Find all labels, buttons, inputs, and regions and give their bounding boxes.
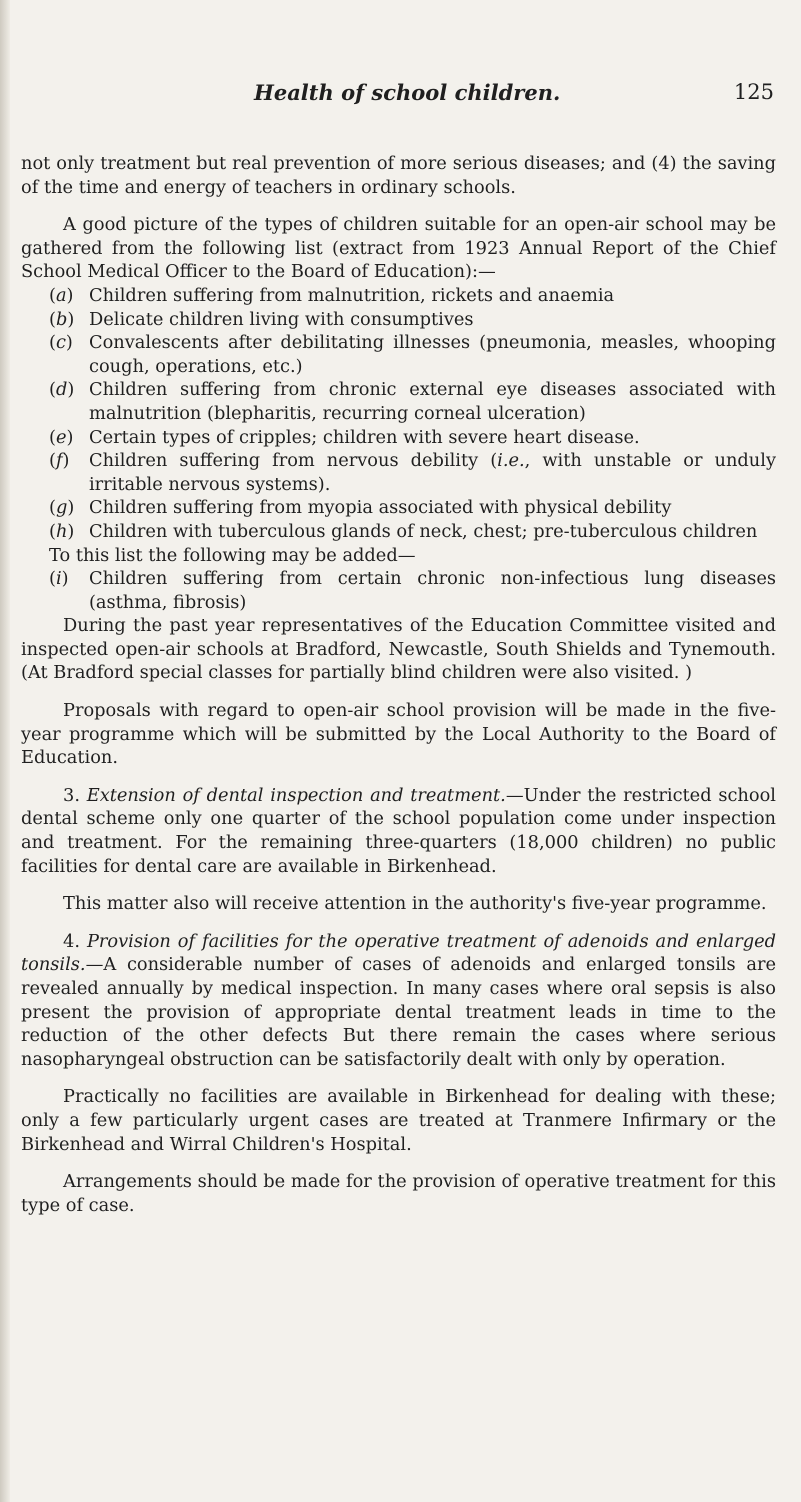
- section-3-text: —Under the restricted school dental scheme only one quarter of the school population come under inspection and treatment. For the remaining three-quarters (18,000 children) no public facilities for dental care are available in Birkenhead.: [21, 784, 776, 877]
- section-4-number: 4.: [63, 930, 80, 952]
- running-header: [254, 80, 774, 110]
- list-item-text: Children with tuberculous glands of neck, chest; pre-tuberculous children: [89, 520, 758, 542]
- list-item-text: Children suffering from myopia associated with physical debility: [89, 497, 672, 519]
- paragraph-list-intro: A good picture of the types of children suitable for an open-air school may be gathered from the following list (extract from 1923 Annual Report of the Chief School Medical Officer to the Board of Education):—: [21, 214, 776, 283]
- paragraph-facilities: Practically no facilities are available in Birkenhead for dealing with these; only a few particularly urgent cases are treated at Tranmere Infirmary or the Birkenhead and Wirral Children's Hospital.: [21, 1086, 776, 1155]
- list-item: [21, 520, 776, 544]
- list-item-label: (c): [49, 332, 73, 354]
- list-item: [21, 284, 776, 308]
- list-addition-intro: To this list the following may be added—: [49, 544, 416, 566]
- list-item: [21, 426, 776, 450]
- list-item-label: (g): [49, 497, 75, 519]
- section-3-heading: Extension of dental inspection and treatment.: [86, 784, 506, 806]
- list-item-text: Convalescents after debilitating illnesses (pneumonia, measles, whooping cough, operations, etc.): [89, 332, 776, 377]
- paragraph-visits: During the past year representatives of the Education Committee visited and inspected open-air schools at Bradford, Newcastle, South Shields and Tynemouth. (At Bradford special classes for partially blind children were also visited. ): [21, 615, 776, 684]
- list-item-label: (b): [49, 308, 75, 330]
- section-4: [21, 930, 776, 1072]
- document-body: [21, 152, 776, 1217]
- section-4-text: —A considerable number of cases of adenoids and enlarged tonsils are revealed annually by medical inspection. In many cases where oral sepsis is also present the provision of appropriate dental treatment leads in time to the reduction of the other defects But there remain the cases where serious nasopharyngeal obstruction can be satisfactorily dealt with only by operation.: [21, 954, 776, 1070]
- list-item-text: Children suffering from nervous debility (i.e., with unstable or unduly irritable nervous systems).: [89, 450, 776, 495]
- list-item-label: (i): [49, 568, 69, 590]
- list-item-text: Children suffering from chronic external eye diseases associated with malnutrition (blepharitis, recurring corneal ulceration): [89, 379, 776, 424]
- running-title: Health of school children.: [254, 80, 561, 105]
- section-3: [21, 784, 776, 878]
- list-item: [21, 378, 776, 425]
- section-3-number: 3.: [63, 784, 80, 806]
- list-item: [21, 449, 776, 496]
- list-item-label: (a): [49, 284, 74, 306]
- list-item-text: Children suffering from malnutrition, rickets and anaemia: [89, 284, 615, 306]
- page-binding-edge: [0, 0, 10, 1502]
- list-item-label: (h): [49, 520, 75, 542]
- list-item: [21, 331, 776, 378]
- paragraph-proposals: Proposals with regard to open-air school provision will be made in the five-year programme which will be submitted by the Local Authority to the Board of Education.: [21, 700, 776, 769]
- paragraph-top: not only treatment but real prevention of more serious diseases; and (4) the saving of the time and energy of teachers in ordinary schools.: [21, 153, 776, 198]
- list-item: [21, 308, 776, 332]
- suitable-children-list: [21, 284, 776, 544]
- list-item-label: (f): [49, 450, 70, 472]
- list-item-text: Children suffering from certain chronic non-infectious lung diseases (asthma, fibrosis): [89, 568, 776, 613]
- list-item-label: (e): [49, 426, 74, 448]
- paragraph-arrangements: Arrangements should be made for the provision of operative treatment for this type of case.: [21, 1171, 776, 1216]
- list-item-text: Certain types of cripples; children with severe heart disease.: [89, 426, 640, 448]
- list-item-label: (d): [49, 379, 75, 401]
- list-item: [21, 496, 776, 520]
- section-4-heading: Provision of facilities for the operative treatment of adenoids and enlarged tonsils.: [21, 930, 776, 976]
- list-item: [21, 567, 776, 614]
- list-item-text: Delicate children living with consumptives: [89, 308, 474, 330]
- page-number: 125: [733, 80, 774, 104]
- paragraph-dental-followup: This matter also will receive attention in the authority's five-year programme.: [63, 893, 767, 915]
